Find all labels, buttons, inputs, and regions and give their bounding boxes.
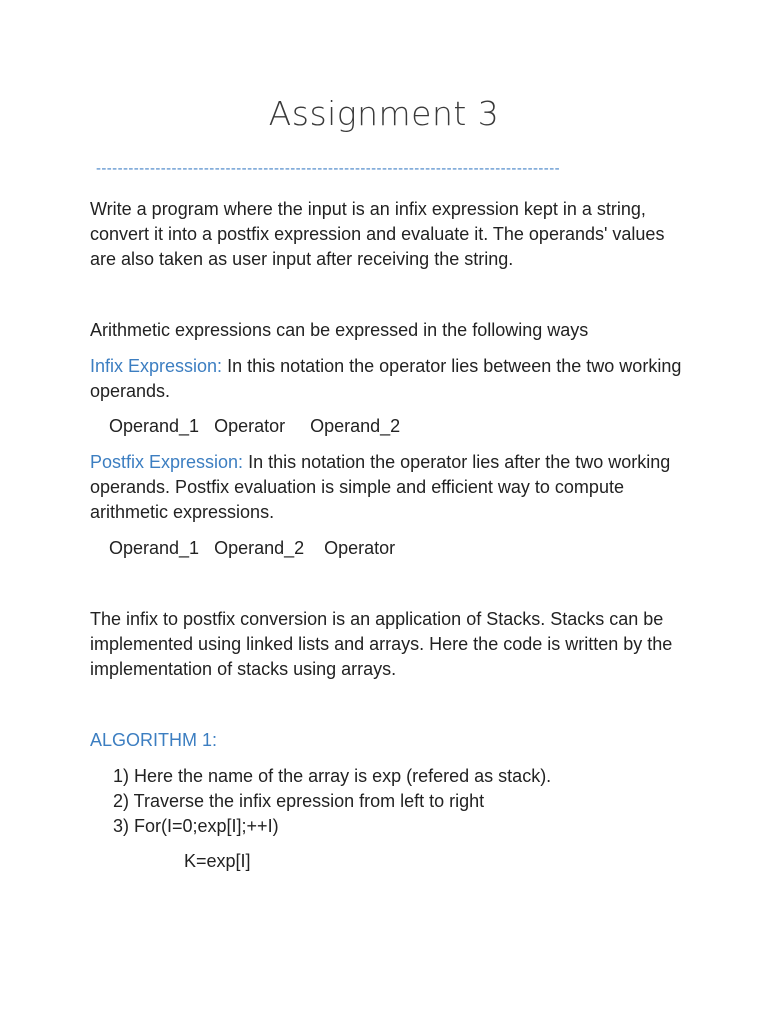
postfix-paragraph (90, 450, 690, 525)
algorithm-step: 2) Traverse the infix epression from left to right (113, 791, 485, 811)
postfix-text: In this notation the operator lies after the two working operands. Postfix evaluation is simple and efficient way to compute arithmetic expressions. (90, 452, 671, 522)
infix-text: In this notation the operator lies between the two working operands. (90, 356, 682, 401)
infix-label: Infix Expression: (90, 356, 223, 376)
postfix-form: Operand_1 Operand_2 Operator (109, 538, 396, 558)
postfix-label: Postfix Expression: (90, 452, 244, 472)
algorithm-step: 1) Here the name of the array is exp (refered as stack). (113, 766, 552, 786)
algorithm-heading: ALGORITHM 1: (90, 730, 218, 750)
infix-paragraph (90, 354, 690, 404)
algorithm-sub-line: K=exp[I] (184, 851, 251, 871)
algorithm-step: 3) For(I=0;exp[I];++I) (113, 816, 279, 836)
ways-paragraph: Arithmetic expressions can be expressed in the following ways (90, 320, 589, 340)
infix-form: Operand_1 Operator Operand_2 (109, 416, 401, 436)
intro-paragraph: Write a program where the input is an infix expression kept in a string, convert it into a postfix expression and evaluate it. The operands' values are also taken as user input after receiving the string. (90, 199, 665, 269)
conversion-paragraph: The infix to postfix conversion is an application of Stacks. Stacks can be implemented using linked lists and arrays. Here the code is written by the implementation of stacks using arrays. (90, 609, 673, 679)
document-title: Assignment 3 (268, 94, 500, 133)
algorithm-steps (113, 764, 551, 839)
title-divider: -------------------------------------------------------------------------------------- (96, 160, 560, 177)
